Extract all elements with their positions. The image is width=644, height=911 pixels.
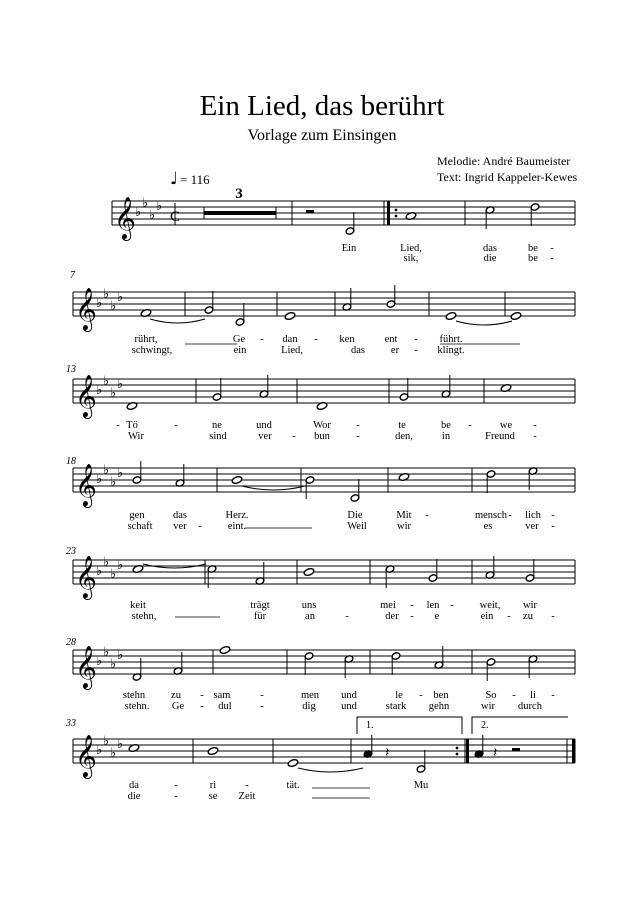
quarter-note-icon: ♩: [170, 169, 179, 189]
lyric-syllable: Mu: [413, 780, 429, 791]
flat-icon: ♭: [110, 475, 117, 490]
song-title: Ein Lied, das berührt: [199, 90, 445, 122]
lyric-hyphen: -: [410, 600, 414, 611]
lyric-hyphen: -: [174, 420, 178, 431]
system-number: 28: [66, 637, 76, 648]
lyric-syllable: Herz.: [225, 510, 249, 521]
flat-icon: ♭: [96, 383, 103, 398]
lyric-syllable: Lied,: [400, 243, 422, 254]
multirest-bar: [204, 211, 276, 215]
treble-clef-icon: 𝄞: [75, 555, 97, 598]
melody-credit: Melodie: André Baumeister: [437, 154, 571, 168]
flat-icon: ♭: [117, 377, 124, 392]
lyric-syllable: bun: [314, 431, 330, 442]
lyric-syllable: und: [341, 690, 357, 701]
lyric-syllable: ri: [209, 780, 217, 791]
lyric-syllable: sam: [213, 690, 231, 701]
note-head: [510, 311, 521, 320]
lyric-syllable: be: [441, 420, 451, 431]
volta-1-label: 1.: [366, 720, 374, 731]
lyric-syllable: die: [483, 253, 497, 264]
lyric-syllable: er: [390, 345, 400, 356]
lyric-hyphen: -: [410, 611, 414, 622]
flat-icon: ♭: [117, 558, 124, 573]
lyric-syllable: ent: [384, 334, 398, 345]
lyric-syllable: trägt: [250, 600, 270, 611]
lyric-syllable: Mit: [396, 510, 412, 521]
flat-icon: ♭: [117, 648, 124, 663]
flat-icon: ♭: [96, 296, 103, 311]
flat-icon: ♭: [96, 472, 103, 487]
system-number: 13: [66, 364, 76, 375]
flat-icon: ♭: [96, 654, 103, 669]
lyric-syllable: ken: [339, 334, 355, 345]
lyric-hyphen: -: [174, 780, 178, 791]
lyric-hyphen: -: [260, 690, 264, 701]
note-head: [219, 645, 230, 654]
volta-2-label: 2.: [481, 720, 489, 731]
lyric-syllable: und: [256, 420, 272, 431]
lyric-syllable: Wir: [128, 431, 144, 442]
treble-clef-icon: 𝄞: [75, 463, 97, 506]
lyric-hyphen: -: [414, 334, 418, 345]
lyric-hyphen: -: [533, 431, 537, 442]
lyric-syllable: dul: [218, 701, 232, 712]
lyric-syllable: ne: [212, 420, 222, 431]
lyric-syllable: ver: [258, 431, 272, 442]
repeat-start-icon: [387, 201, 390, 225]
lyric-syllable: ben: [433, 690, 449, 701]
lyric-syllable: schaft: [127, 521, 153, 532]
lyrics-verse-2: [0, 791, 644, 805]
flat-icon: ♭: [110, 386, 117, 401]
lyric-syllable: an: [305, 611, 315, 622]
lyric-syllable: Weil: [347, 521, 367, 532]
note-head: [303, 567, 314, 576]
lyric-hyphen: -: [314, 334, 318, 345]
multirest-count: 3: [235, 186, 243, 202]
lyric-syllable: rührt,: [134, 334, 158, 345]
flat-icon: ♭: [103, 734, 110, 749]
lyric-syllable: dan: [282, 334, 298, 345]
lyric-syllable: uns: [301, 600, 317, 611]
lyric-syllable: stark: [385, 701, 407, 712]
lyric-syllable: mensch: [474, 510, 508, 521]
flat-icon: ♭: [103, 645, 110, 660]
flat-icon: ♭: [117, 290, 124, 305]
lyric-syllable: das: [173, 510, 187, 521]
lyric-hyphen: -: [260, 334, 264, 345]
lyric-syllable: gen: [129, 510, 145, 521]
time-signature-icon: C: [170, 209, 181, 225]
lyric-syllable: be: [528, 253, 538, 264]
lyrics-verse-2: [0, 431, 644, 445]
flat-icon: ♭: [110, 299, 117, 314]
lyric-syllable: ein: [480, 611, 494, 622]
tie-arc: [150, 319, 205, 323]
lyric-hyphen: -: [533, 420, 537, 431]
lyric-syllable: len: [426, 600, 440, 611]
flat-icon: ♭: [110, 746, 117, 761]
lyric-syllable: die: [127, 791, 141, 802]
lyric-syllable: und: [341, 701, 357, 712]
quarter-rest-icon: 𝄽: [385, 745, 390, 761]
lyric-syllable: das: [483, 243, 497, 254]
lyric-syllable: sik,: [403, 253, 419, 264]
lyric-hyphen: -: [292, 431, 296, 442]
treble-clef-icon: 𝄞: [75, 645, 97, 688]
lyric-hyphen: -: [550, 243, 554, 254]
lyric-hyphen: -: [551, 690, 555, 701]
lyric-syllable: gehn: [428, 701, 450, 712]
lyric-hyphen: -: [345, 611, 349, 622]
lyric-syllable: stehn: [122, 690, 146, 701]
lyric-syllable: men: [300, 690, 320, 701]
repeat-dot: [456, 753, 459, 756]
lyrics-verse-2: [0, 611, 644, 625]
lyric-hyphen: -: [512, 690, 516, 701]
flat-icon: ♭: [103, 287, 110, 302]
lyric-syllable: te: [398, 420, 406, 431]
lyric-syllable: ver: [525, 521, 539, 532]
lyric-syllable: es: [483, 521, 493, 532]
flat-icon: ♭: [103, 555, 110, 570]
lyric-syllable: e: [434, 611, 440, 622]
lyric-hyphen: -: [507, 611, 511, 622]
repeat-dot: [395, 209, 398, 212]
note-head: [207, 746, 218, 755]
lyric-syllable: stehn,: [131, 611, 157, 622]
lyric-syllable: So: [485, 690, 497, 701]
repeat-end-icon: [466, 739, 469, 763]
lyric-hyphen: -: [200, 701, 204, 712]
lyric-syllable: we: [499, 420, 513, 431]
lyric-hyphen: -: [508, 510, 512, 521]
tie-arc: [242, 486, 305, 490]
lyric-syllable: dig: [302, 701, 316, 712]
flat-icon: ♭: [103, 374, 110, 389]
lyric-syllable: li: [530, 690, 536, 701]
flat-icon: ♭: [142, 196, 149, 211]
lyric-hyphen: Zeit: [238, 791, 256, 802]
lyric-syllable: keit: [130, 600, 146, 611]
flat-icon: ♭: [110, 657, 117, 672]
system-number: 33: [66, 718, 76, 729]
quarter-rest-icon: 𝄽: [493, 745, 498, 761]
lyric-syllable: lich: [525, 510, 541, 521]
half-rest-icon: [512, 748, 520, 751]
lyric-syllable: durch: [518, 701, 542, 712]
lyric-syllable: wir: [523, 600, 537, 611]
half-rest-icon: [306, 210, 314, 213]
lyric-hyphen: -: [468, 420, 472, 431]
note-head: [231, 475, 242, 484]
lyric-syllable: da: [129, 780, 139, 791]
lyric-syllable: Die: [347, 510, 363, 521]
lyric-syllable: zu: [171, 690, 181, 701]
lyric-hyphen: -: [245, 780, 249, 791]
lyric-hyphen: -: [419, 690, 423, 701]
lyrics-verse-2: [0, 521, 644, 535]
lyric-syllable: eint.: [227, 521, 247, 532]
lyrics-verse-2: [0, 345, 644, 359]
lyric-syllable: Ge: [171, 701, 185, 712]
lyric-hyphen: -: [551, 611, 555, 622]
lyric-hyphen: -: [551, 510, 555, 521]
treble-clef-icon: 𝄞: [75, 734, 97, 777]
treble-clef-icon: 𝄞: [75, 374, 97, 417]
flat-icon: ♭: [117, 466, 124, 481]
lyric-syllable: le: [395, 690, 403, 701]
lyric-syllable: ein: [233, 345, 247, 356]
lyric-hyphen: -: [198, 521, 202, 532]
lyric-syllable: tät.: [286, 780, 300, 791]
flat-icon: ♭: [110, 567, 117, 582]
lyric-hyphen: -: [116, 420, 120, 431]
tie-arc: [456, 321, 512, 325]
flat-icon: ♭: [156, 199, 163, 214]
lyric-syllable: mei: [380, 600, 396, 611]
lyric-syllable: ver: [173, 521, 187, 532]
lyric-syllable: das: [351, 345, 365, 356]
lyric-syllable: den,: [395, 431, 413, 442]
lyric-syllable: klingt.: [437, 345, 465, 356]
note-head: [445, 311, 456, 320]
lyric-syllable: weit,: [479, 600, 501, 611]
lyrics-verse-2: [0, 253, 644, 267]
system-number: 23: [66, 546, 76, 557]
lyric-hyphen: -: [551, 521, 555, 532]
lyric-syllable: wir: [397, 521, 411, 532]
lyric-hyphen: -: [356, 420, 360, 431]
lyric-hyphen: -: [450, 600, 454, 611]
flat-icon: ♭: [96, 743, 103, 758]
lyric-syllable: Wor: [313, 420, 331, 431]
lyric-syllable: für: [253, 611, 267, 622]
note-head: [287, 758, 298, 767]
tempo-value: = 116: [180, 171, 210, 187]
repeat-dot: [395, 215, 398, 218]
system-number: 18: [66, 456, 76, 467]
lyric-syllable: in: [441, 431, 451, 442]
lyric-syllable: schwingt,: [131, 345, 173, 356]
lyric-hyphen: -: [425, 510, 429, 521]
lyric-hyphen: -: [550, 253, 554, 264]
lyrics-verse-2: [0, 701, 644, 715]
lyric-hyphen: -: [356, 431, 360, 442]
lyric-syllable: zu: [523, 611, 533, 622]
treble-clef-icon: 𝄞: [75, 287, 97, 330]
treble-clef-icon: 𝄞: [114, 196, 136, 239]
lyric-hyphen: -: [260, 701, 264, 712]
lyric-hyphen: -: [200, 690, 204, 701]
lyric-syllable: Tö: [126, 420, 138, 431]
flat-icon: ♭: [103, 463, 110, 478]
lyric-syllable: be: [528, 243, 538, 254]
flat-icon: ♭: [96, 564, 103, 579]
repeat-dot: [456, 747, 459, 750]
lyric-syllable: wir: [481, 701, 495, 712]
lyric-syllable: führt.: [439, 334, 463, 345]
lyric-hyphen: -: [174, 791, 178, 802]
tie-arc: [298, 768, 363, 772]
lyric-syllable: Ge: [232, 334, 246, 345]
lyric-syllable: Ein: [341, 243, 357, 254]
lyric-syllable: se: [208, 791, 218, 802]
lyric-syllable: stehn.: [124, 701, 150, 712]
lyric-hyphen: -: [414, 345, 418, 356]
lyric-syllable: Freund: [485, 431, 515, 442]
song-subtitle: Vorlage zum Einsingen: [247, 127, 397, 144]
flat-icon: ♭: [149, 208, 156, 223]
system-number: 7: [70, 270, 75, 281]
flat-icon: ♭: [135, 205, 142, 220]
note-head: [284, 311, 295, 320]
lyric-syllable: der: [385, 611, 399, 622]
lyric-syllable: Lied,: [281, 345, 303, 356]
flat-icon: ♭: [117, 737, 124, 752]
final-barline-icon: [572, 739, 576, 763]
text-credit: Text: Ingrid Kappeler-Kewes: [437, 170, 578, 184]
lyric-syllable: sind: [209, 431, 227, 442]
